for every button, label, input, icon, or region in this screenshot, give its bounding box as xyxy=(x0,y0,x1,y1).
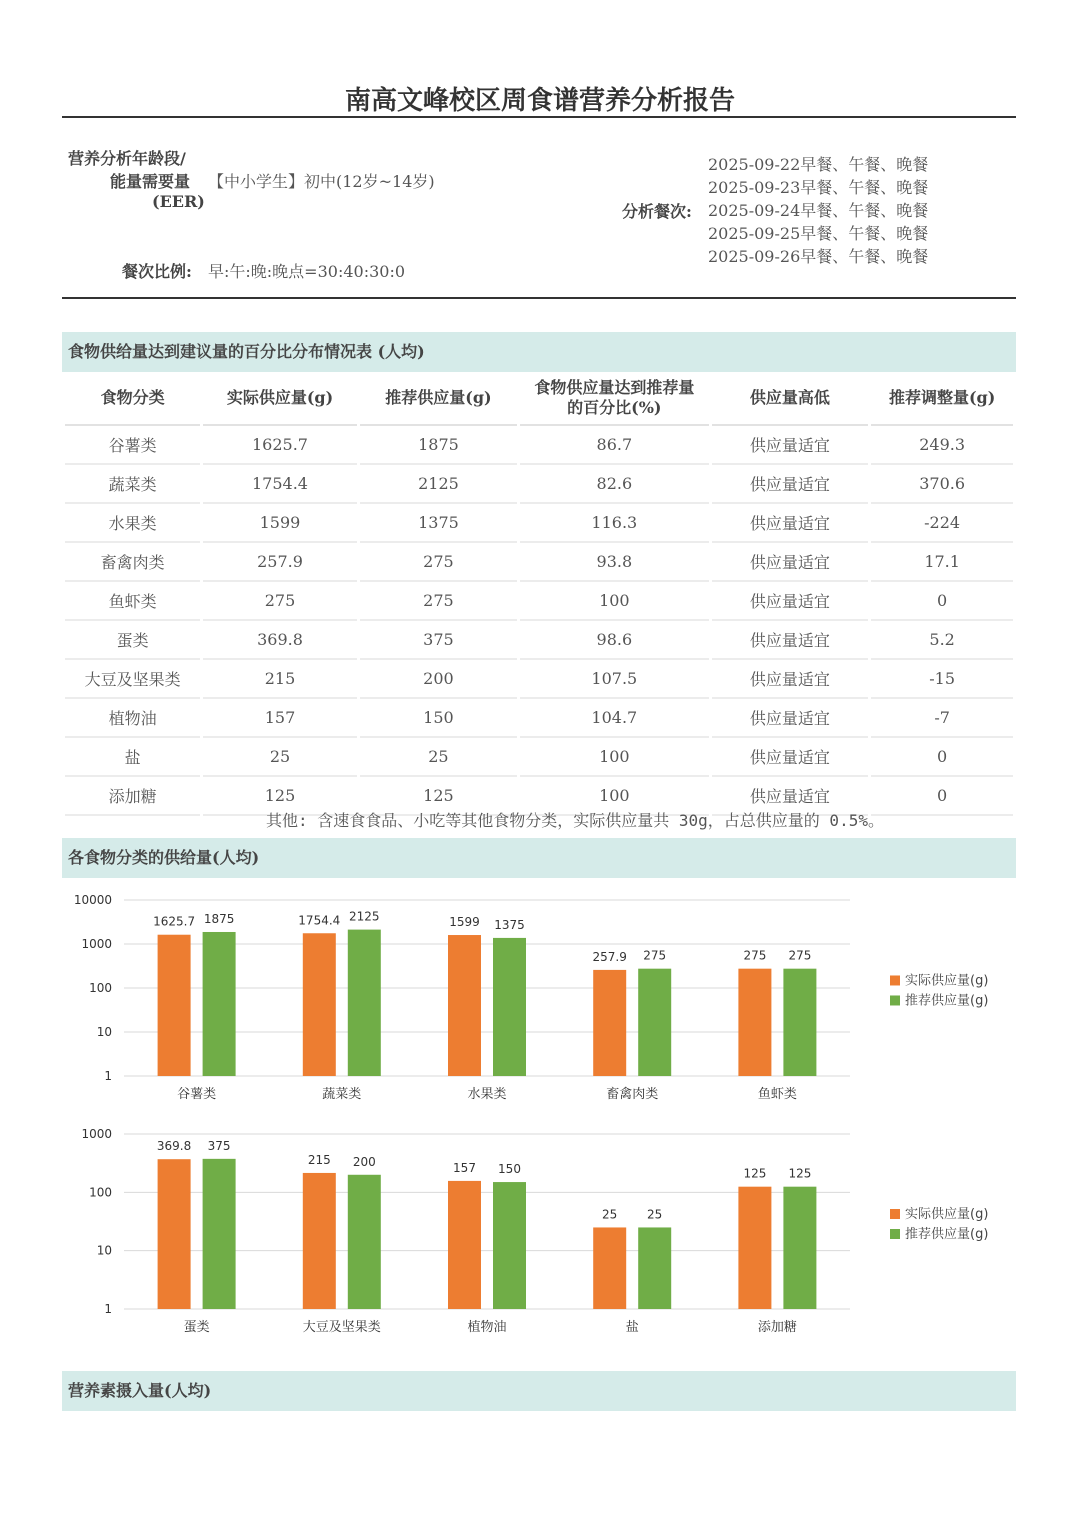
data-label: 1625.7 xyxy=(153,914,196,929)
table-row xyxy=(65,543,1013,582)
legend-swatch xyxy=(890,975,900,985)
x-tick-label: 蔬菜类 xyxy=(322,1087,362,1102)
x-tick-label: 大豆及坚果类 xyxy=(302,1320,381,1335)
section-header-supply-chart: 各食物分类的供给量(人均) xyxy=(62,838,1016,878)
bar xyxy=(448,935,481,1076)
table-header-row xyxy=(65,372,1013,426)
legend-swatch xyxy=(890,995,900,1005)
data-label: 375 xyxy=(207,1138,231,1153)
bar xyxy=(638,969,671,1076)
bar xyxy=(593,970,626,1076)
cell-adjust: -7 xyxy=(871,699,1013,738)
bar xyxy=(738,969,771,1076)
col-header-level: 供应量高低 xyxy=(712,372,869,426)
cell-percent: 100 xyxy=(520,777,709,816)
bar xyxy=(303,1173,336,1309)
section-header-nutrient-intake: 营养素摄入量(人均) xyxy=(62,1371,1016,1411)
cell-category: 添加糖 xyxy=(65,777,200,816)
cell-category: 蛋类 xyxy=(65,621,200,660)
cell-actual: 25 xyxy=(203,738,357,777)
data-label: 275 xyxy=(743,948,767,963)
cell-percent: 104.7 xyxy=(520,699,709,738)
cell-recommended: 150 xyxy=(360,699,517,738)
bar xyxy=(348,930,381,1076)
ratio-label: 餐次比例: xyxy=(122,262,192,281)
meal-item: 2025-09-24早餐、午餐、晚餐 xyxy=(708,201,929,220)
cell-percent: 82.6 xyxy=(520,465,709,504)
section-header-food-percent: 食物供给量达到建议量的百分比分布情况表 (人均) xyxy=(62,332,1016,372)
ratio-value: 早:午:晚:晚点=30:40:30:0 xyxy=(208,262,406,281)
bar xyxy=(303,933,336,1076)
legend-label: 推荐供应量(g) xyxy=(905,993,989,1009)
cell-level: 供应量适宜 xyxy=(712,621,869,660)
report-title: 南高文峰校区周食谱营养分析报告 xyxy=(344,86,735,116)
data-label: 275 xyxy=(788,948,812,963)
cell-level: 供应量适宜 xyxy=(712,582,869,621)
data-label: 1599 xyxy=(449,915,480,930)
cell-actual: 369.8 xyxy=(203,621,357,660)
data-label: 150 xyxy=(498,1162,521,1177)
age-label-line3: (EER) xyxy=(152,192,205,211)
cell-adjust: 0 xyxy=(871,738,1013,777)
data-label: 2125 xyxy=(349,909,380,924)
data-label: 369.8 xyxy=(156,1139,192,1154)
y-tick-label: 10 xyxy=(96,1025,112,1039)
data-label: 1875 xyxy=(203,911,235,926)
col-header-recommended: 推荐供应量(g) xyxy=(360,372,517,426)
col-header-percent: 食物供应量达到推荐量的百分比(%) xyxy=(520,372,709,426)
cell-recommended: 1875 xyxy=(360,426,517,465)
y-tick-label: 1000 xyxy=(81,937,112,951)
cell-category: 鱼虾类 xyxy=(65,582,200,621)
cell-level: 供应量适宜 xyxy=(712,699,869,738)
legend-label: 实际供应量(g) xyxy=(905,1207,989,1222)
cell-adjust: 0 xyxy=(871,777,1013,816)
other-food-note: 其他: 含速食食品、小吃等其他食物分类，实际供应量共 30g，占总供应量的 0.5%。 xyxy=(266,811,884,830)
bar xyxy=(158,935,191,1076)
cell-category: 植物油 xyxy=(65,699,200,738)
cell-category: 水果类 xyxy=(65,504,200,543)
legend-label: 实际供应量(g) xyxy=(905,973,989,989)
cell-adjust: 249.3 xyxy=(871,426,1013,465)
info-divider xyxy=(62,297,1016,299)
cell-percent: 93.8 xyxy=(520,543,709,582)
data-label: 125 xyxy=(743,1166,767,1181)
supply-chart-2 xyxy=(62,1120,1016,1350)
cell-percent: 116.3 xyxy=(520,504,709,543)
data-label: 215 xyxy=(307,1152,331,1167)
bar xyxy=(493,1182,526,1309)
cell-percent: 98.6 xyxy=(520,621,709,660)
bar xyxy=(203,1159,236,1309)
x-tick-label: 植物油 xyxy=(467,1320,507,1335)
cell-category: 谷薯类 xyxy=(65,426,200,465)
cell-recommended: 275 xyxy=(360,582,517,621)
table-row xyxy=(65,426,1013,465)
cell-percent: 86.7 xyxy=(520,426,709,465)
data-label: 25 xyxy=(647,1207,663,1222)
cell-percent: 100 xyxy=(520,738,709,777)
col-header-category: 食物分类 xyxy=(65,372,200,426)
cell-recommended: 200 xyxy=(360,660,517,699)
col-header-adjust: 推荐调整量(g) xyxy=(871,372,1013,426)
x-tick-label: 蛋类 xyxy=(183,1320,210,1335)
cell-category: 大豆及坚果类 xyxy=(65,660,200,699)
meal-item: 2025-09-26早餐、午餐、晚餐 xyxy=(708,247,929,266)
cell-percent: 100 xyxy=(520,582,709,621)
cell-actual: 125 xyxy=(203,777,357,816)
cell-level: 供应量适宜 xyxy=(712,504,869,543)
cell-actual: 215 xyxy=(203,660,357,699)
cell-actual: 1625.7 xyxy=(203,426,357,465)
data-label: 1754.4 xyxy=(298,913,341,928)
table-row xyxy=(65,699,1013,738)
cell-adjust: 5.2 xyxy=(871,621,1013,660)
bar xyxy=(593,1227,626,1309)
x-tick-label: 谷薯类 xyxy=(177,1087,217,1102)
x-tick-label: 鱼虾类 xyxy=(757,1087,797,1102)
age-value: 【中小学生】初中(12岁~14岁) xyxy=(208,172,435,191)
x-tick-label: 水果类 xyxy=(467,1087,507,1102)
cell-adjust: 0 xyxy=(871,582,1013,621)
cell-adjust: 17.1 xyxy=(871,543,1013,582)
cell-recommended: 1375 xyxy=(360,504,517,543)
cell-recommended: 25 xyxy=(360,738,517,777)
cell-level: 供应量适宜 xyxy=(712,660,869,699)
y-tick-label: 1 xyxy=(104,1302,112,1316)
data-label: 257.9 xyxy=(592,949,627,964)
cell-adjust: 370.6 xyxy=(871,465,1013,504)
bar xyxy=(348,1175,381,1309)
cell-percent: 107.5 xyxy=(520,660,709,699)
col-header-actual: 实际供应量(g) xyxy=(203,372,357,426)
age-label-line1: 营养分析年龄段/ xyxy=(68,149,186,168)
data-label: 25 xyxy=(602,1207,618,1222)
bar xyxy=(783,1187,816,1309)
cell-actual: 1599 xyxy=(203,504,357,543)
bar xyxy=(638,1227,671,1309)
cell-recommended: 375 xyxy=(360,621,517,660)
x-tick-label: 畜禽肉类 xyxy=(606,1087,659,1102)
cell-level: 供应量适宜 xyxy=(712,426,869,465)
data-label: 275 xyxy=(643,948,667,963)
cell-recommended: 2125 xyxy=(360,465,517,504)
data-label: 157 xyxy=(453,1160,476,1175)
legend-label: 推荐供应量(g) xyxy=(905,1227,989,1242)
table-row xyxy=(65,621,1013,660)
cell-category: 蔬菜类 xyxy=(65,465,200,504)
cell-adjust: -15 xyxy=(871,660,1013,699)
cell-level: 供应量适宜 xyxy=(712,738,869,777)
supply-chart-1 xyxy=(62,885,1016,1115)
age-label-line2: 能量需要量 xyxy=(110,172,191,191)
table-row xyxy=(65,582,1013,621)
meal-item: 2025-09-23早餐、午餐、晚餐 xyxy=(708,178,929,197)
y-tick-label: 1000 xyxy=(81,1127,112,1141)
table-row xyxy=(65,465,1013,504)
y-tick-label: 10 xyxy=(96,1243,112,1258)
cell-level: 供应量适宜 xyxy=(712,465,869,504)
bar xyxy=(493,938,526,1076)
y-tick-label: 100 xyxy=(89,981,112,995)
cell-actual: 1754.4 xyxy=(203,465,357,504)
bar xyxy=(783,969,816,1076)
cell-actual: 275 xyxy=(203,582,357,621)
data-label: 1375 xyxy=(494,917,525,932)
cell-actual: 157 xyxy=(203,699,357,738)
x-tick-label: 盐 xyxy=(625,1320,639,1335)
cell-actual: 257.9 xyxy=(203,543,357,582)
cell-category: 畜禽肉类 xyxy=(65,543,200,582)
legend-swatch xyxy=(890,1229,900,1239)
cell-recommended: 275 xyxy=(360,543,517,582)
food-supply-table xyxy=(62,372,1016,816)
meal-item: 2025-09-22早餐、午餐、晚餐 xyxy=(708,155,929,174)
table-row xyxy=(65,738,1013,777)
meal-item: 2025-09-25早餐、午餐、晚餐 xyxy=(708,224,929,243)
data-label: 125 xyxy=(788,1166,812,1181)
data-label: 200 xyxy=(352,1154,376,1169)
meals-label: 分析餐次: xyxy=(622,202,692,221)
cell-level: 供应量适宜 xyxy=(712,543,869,582)
bar xyxy=(203,932,236,1076)
y-tick-label: 100 xyxy=(89,1185,112,1200)
bar xyxy=(448,1181,481,1309)
table-row xyxy=(65,660,1013,699)
cell-adjust: -224 xyxy=(871,504,1013,543)
y-tick-label: 10000 xyxy=(73,893,112,907)
table-row xyxy=(65,504,1013,543)
title-divider xyxy=(62,116,1016,118)
y-tick-label: 1 xyxy=(104,1069,112,1083)
bar xyxy=(158,1159,191,1309)
cell-category: 盐 xyxy=(65,738,200,777)
x-tick-label: 添加糖 xyxy=(757,1320,797,1335)
cell-level: 供应量适宜 xyxy=(712,777,869,816)
bar xyxy=(738,1187,771,1309)
legend-swatch xyxy=(890,1209,900,1219)
cell-recommended: 125 xyxy=(360,777,517,816)
